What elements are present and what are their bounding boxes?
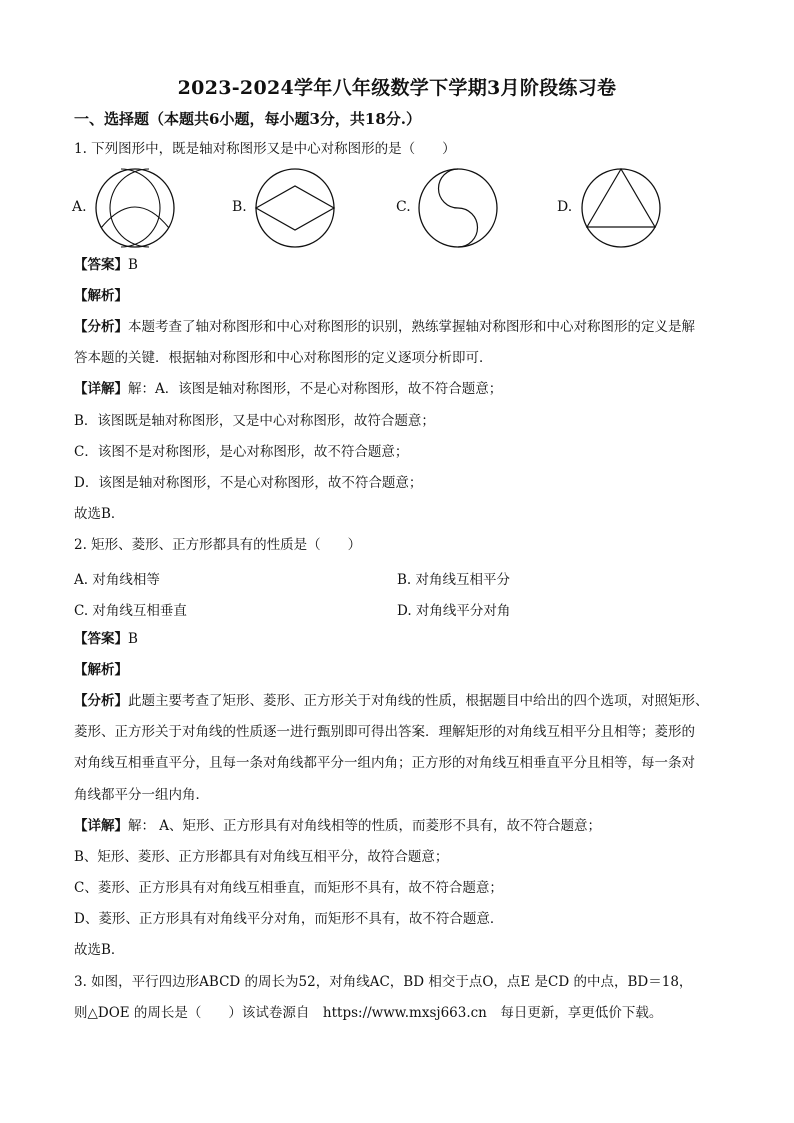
q3-stem-line: 3. 如图，平行四边形ABCD 的周长为52，对角线AC，BD 相交于点O，点E 是CD 的中点，BD＝18， (74, 974, 693, 990)
q1-xiangjie-line: D．该图是轴对称图形，不是心对称图形，故不符合题意； (74, 475, 423, 491)
q1-option-a-label: A. (72, 199, 87, 215)
q1-option-d-label: D. (557, 199, 573, 215)
q1-stem: 1. 下列图形中，既是轴对称图形又是中心对称图形的是（ ） (74, 141, 456, 157)
section-heading: 一、选择题（本题共6小题，每小题3分，共18分.） (74, 110, 421, 128)
fenxi-tag: 【分析】 (74, 319, 128, 335)
xiangjie-tag: 【详解】 (74, 818, 128, 834)
q1-answer (74, 256, 138, 274)
answer-tag: 【答案】 (74, 257, 128, 273)
q2-option-d: D. 对角线平分对角 (397, 603, 511, 619)
xiangjie-text: 解： A、矩形、正方形具有对角线相等的性质，而菱形不具有，故不符合题意； (128, 818, 602, 834)
fenxi-text: 此题主要考查了矩形、菱形、正方形关于对角线的性质，根据题目中给出的四个选项，对照矩形、 (128, 693, 709, 709)
q2-stem: 2. 矩形、菱形、正方形都具有的性质是（ ） (74, 537, 362, 553)
q1-figure-b-rhombus (253, 166, 337, 250)
fenxi-text: 本题考查了轴对称图形和中心对称图形的识别，熟练掌握轴对称图形和中心对称图形的定义是解 (128, 319, 695, 335)
q1-fenxi-line (74, 318, 695, 336)
xiangjie-tag: 【详解】 (74, 381, 128, 397)
q2-option-c: C. 对角线互相垂直 (74, 603, 187, 619)
q2-option-a: A. 对角线相等 (74, 572, 160, 588)
q2-answer (74, 630, 138, 648)
q2-fenxi-line: 角线都平分一组内角． (74, 787, 209, 803)
q2-conclusion: 故选B． (74, 942, 125, 958)
q2-analysis-tag: 【解析】 (74, 662, 128, 678)
q2-fenxi-line: 菱形、正方形关于对角线的性质逐一进行甄别即可得出答案．理解矩形的对角线互相平分且相等；菱形的 (74, 724, 695, 740)
q3-stem-line: 则△DOE 的周长是（ ）该试卷源自 https://www.mxsj663.cn 每日更新，享更低价下载。 (74, 1005, 663, 1021)
q2-xiangjie-line: C、菱形、正方形具有对角线互相垂直，而矩形不具有，故不符合题意； (74, 880, 503, 896)
q2-fenxi-line (74, 692, 709, 710)
q1-xiangjie-line (74, 380, 502, 398)
q1-option-b-label: B. (232, 199, 247, 215)
q1-option-c-label: C. (396, 199, 411, 215)
q1-figure-d-triangle (579, 166, 663, 250)
answer-tag: 【答案】 (74, 631, 128, 647)
q1-conclusion: 故选B． (74, 506, 125, 522)
q1-analysis-tag: 【解析】 (74, 288, 128, 304)
q2-xiangjie-line (74, 817, 601, 835)
q1-fenxi-line: 答本题的关键．根据轴对称图形和中心对称图形的定义逐项分析即可． (74, 350, 493, 366)
answer-value: B (128, 631, 138, 647)
q1-xiangjie-line: C．该图不是对称图形，是心对称图形，故不符合题意； (74, 444, 409, 460)
q2-option-b: B. 对角线互相平分 (397, 572, 511, 588)
xiangjie-text: 解：A．该图是轴对称图形，不是心对称图形，故不符合题意； (128, 381, 503, 397)
q1-figure-a-three-arcs (93, 166, 177, 250)
page-title: 2023-2024学年八年级数学下学期3月阶段练习卷 (177, 77, 617, 99)
q2-fenxi-line: 对角线互相垂直平分，且每一条对角线都平分一组内角；正方形的对角线互相垂直平分且相等，每一条对 (74, 755, 695, 771)
fenxi-tag: 【分析】 (74, 693, 128, 709)
q1-figure-c-yinyang (416, 166, 500, 250)
q2-xiangjie-line: B、矩形、菱形、正方形都具有对角线互相平分，故符合题意； (74, 849, 449, 865)
answer-value: B (128, 257, 138, 273)
q2-xiangjie-line: D、菱形、正方形具有对角线平分对角，而矩形不具有，故不符合题意． (74, 911, 504, 927)
q1-xiangjie-line: B．该图既是轴对称图形，又是中心对称图形，故符合题意； (74, 413, 435, 429)
